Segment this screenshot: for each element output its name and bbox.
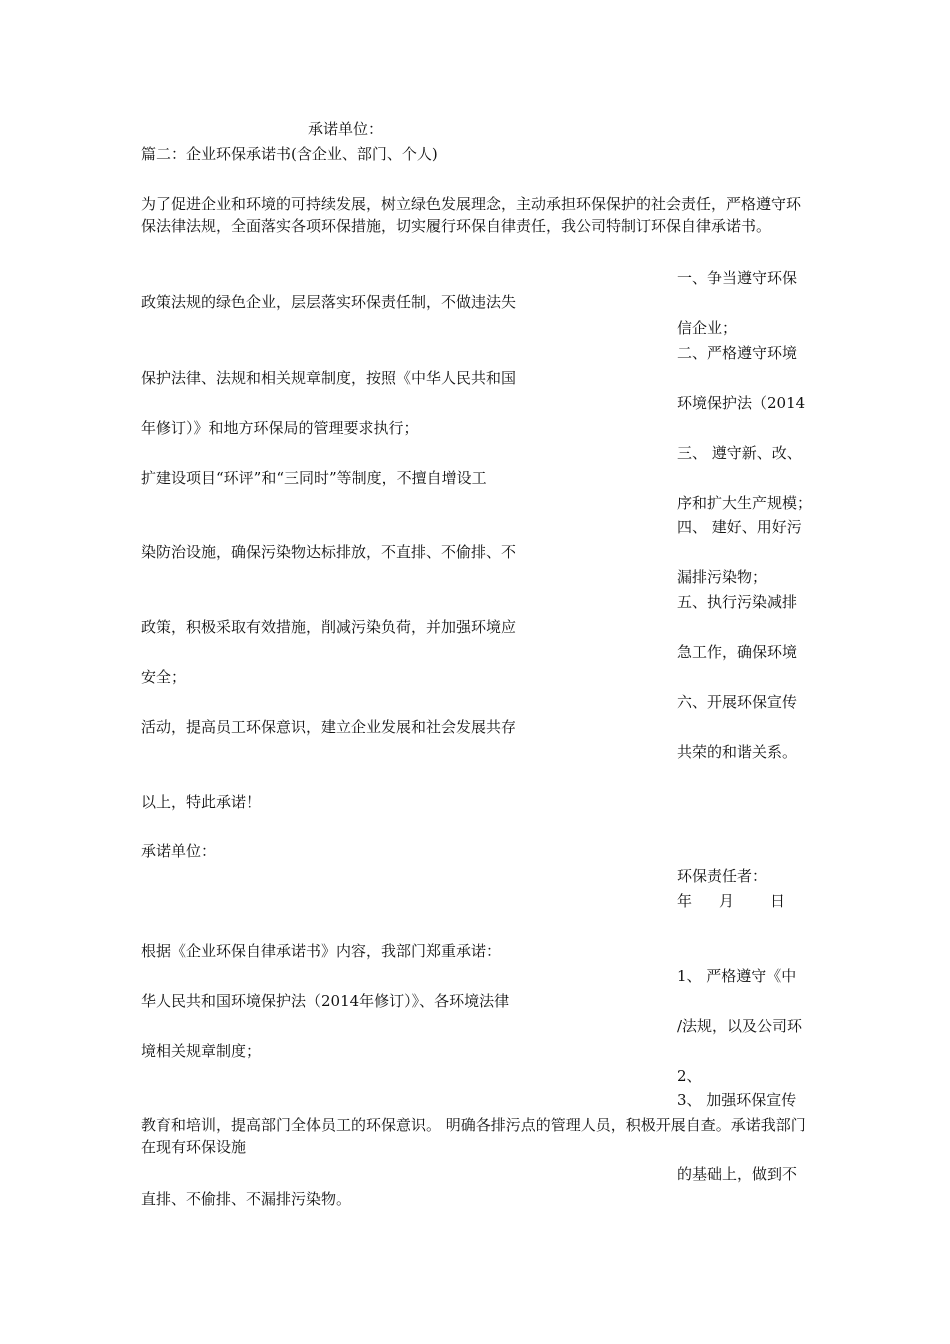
left-text-7: 安全；: [141, 668, 187, 686]
date-month: 月: [719, 892, 735, 910]
right-text-15: /法规，以及公司环: [677, 1017, 803, 1035]
right-text-10: 急工作，确保环境: [677, 643, 798, 661]
department-paragraph: 教育和培训，提高部门全体员工的环保意识。 明确各排污点的管理人员，积极开展自查。承诺我部门在现有环保设施: [141, 1116, 806, 1156]
right-text-17: 3、 加强环保宣传: [677, 1091, 797, 1109]
right-text-16: 2、: [677, 1067, 702, 1085]
left-text-11: 境相关规章制度；: [141, 1042, 262, 1060]
right-text-12: 共荣的和谐关系。: [677, 743, 798, 761]
responsible-person-label: 环保责任者：: [677, 867, 768, 885]
section-heading: 篇二：企业环保承诺书(含企业、部门、个人): [141, 145, 438, 163]
left-text-8: 活动，提高员工环保意识，建立企业发展和社会发展共存: [141, 718, 517, 736]
right-text-6: 序和扩大生产规模；: [677, 494, 813, 512]
intro-paragraph: 为了促进企业和环境的可持续发展，树立绿色发展理念，主动承担环保保护的社会责任，严格遵守环保法律法规，全面落实各项环保措施，切实履行环保自律责任，我公司特制订环保自律承诺书。: [141, 195, 802, 235]
commitment-unit-label-2: 承诺单位：: [141, 842, 217, 860]
right-text-18: 的基础上，做到不: [677, 1165, 798, 1183]
date-year: 年: [677, 892, 693, 910]
left-text-9: 根据《企业环保自律承诺书》内容，我部门郑重承诺：: [141, 942, 502, 960]
closing-line: 以上，特此承诺！: [141, 793, 262, 811]
right-text-3: 二、严格遵守环境: [677, 344, 798, 362]
commitment-unit-label: 承诺单位：: [308, 120, 384, 138]
right-text-5: 三、 遵守新、改、: [677, 444, 802, 462]
date-day: 日: [770, 892, 786, 910]
left-text-12: 直排、不偷排、不漏排污染物。: [141, 1190, 352, 1208]
left-text-1: 政策法规的绿色企业，层层落实环保责任制，不做违法失: [141, 293, 517, 311]
right-text-11: 六、开展环保宣传: [677, 693, 798, 711]
left-text-2: 保护法律、法规和相关规章制度，按照《中华人民共和国: [141, 369, 517, 387]
left-text-5: 染防治设施，确保污染物达标排放，不直排、不偷排、不: [141, 543, 517, 561]
right-text-4: 环境保护法（2014: [677, 394, 806, 412]
left-text-10: 华人民共和国环境保护法（2014年修订）》、各环境法律: [141, 992, 510, 1010]
right-text-1: 一、争当遵守环保: [677, 269, 798, 287]
right-text-2: 信企业；: [677, 319, 738, 337]
left-text-3: 年修订）》和地方环保局的管理要求执行；: [141, 419, 419, 437]
right-text-8: 漏排污染物；: [677, 568, 768, 586]
left-text-6: 政策，积极采取有效措施，削减污染负荷，并加强环境应: [141, 618, 517, 636]
left-text-4: 扩建设项目“环评”和“三同时”等制度，不擅自增设工: [141, 469, 487, 487]
right-text-14: 1、 严格遵守《中: [677, 967, 797, 985]
right-text-9: 五、执行污染减排: [677, 593, 798, 611]
right-text-7: 四、 建好、用好污: [677, 518, 802, 536]
